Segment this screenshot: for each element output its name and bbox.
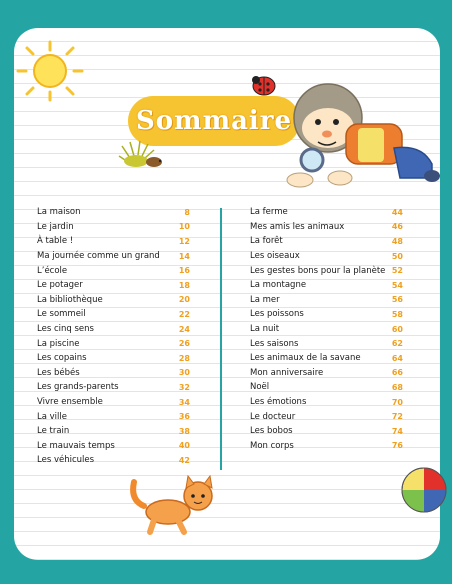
toc-entry-label: Le docteur xyxy=(250,411,296,422)
toc-entry-label: Le train xyxy=(37,426,70,437)
toc-entry-page: 48 xyxy=(391,236,403,246)
toc-entry-page: 14 xyxy=(178,251,190,261)
toc-entry-page: 34 xyxy=(178,397,190,407)
toc-entry[interactable] xyxy=(250,322,403,337)
toc-entry-label: La montagne xyxy=(250,280,307,291)
toc-entry-label: Les grands-parents xyxy=(37,382,119,393)
title-banner xyxy=(128,96,300,146)
toc-entry-label: Le jardin xyxy=(37,221,74,232)
toc-entry[interactable] xyxy=(37,336,190,351)
toc-entry-label: Le potager xyxy=(37,280,83,291)
toc-entry-page: 72 xyxy=(391,412,403,422)
toc-entry[interactable] xyxy=(250,293,403,308)
toc-entry-page: 16 xyxy=(178,266,190,276)
toc-entry[interactable] xyxy=(37,366,190,381)
toc-entry-page: 18 xyxy=(178,280,190,290)
toc-entry-page: 60 xyxy=(391,324,403,334)
toc-entry[interactable] xyxy=(250,351,403,366)
toc-entry-page: 36 xyxy=(178,412,190,422)
toc-entry[interactable] xyxy=(37,307,190,322)
toc-entry-label: La mer xyxy=(250,294,280,305)
toc-entry[interactable] xyxy=(37,322,190,337)
toc-entry[interactable] xyxy=(37,249,190,264)
toc-entry-label: La ville xyxy=(37,411,67,422)
toc-entry-page: 52 xyxy=(391,266,403,276)
toc-entry-label: L’école xyxy=(37,265,68,276)
toc-entry[interactable] xyxy=(37,293,190,308)
cat-icon xyxy=(128,470,224,538)
toc-entry-label: Les véhicules xyxy=(37,455,95,466)
toc-entry-label: La ferme xyxy=(250,207,288,218)
toc-entry-label: La bibliothèque xyxy=(37,294,103,305)
toc-entry-label: Noël xyxy=(250,382,270,393)
toc-entry[interactable] xyxy=(250,307,403,322)
toc-entry-page: 58 xyxy=(391,309,403,319)
toc-entry-page: 76 xyxy=(391,441,403,451)
toc-entry-page: 70 xyxy=(391,397,403,407)
page-title: Sommaire xyxy=(135,106,293,136)
toc-entry-page: 28 xyxy=(178,353,190,363)
ball-icon xyxy=(398,462,450,520)
toc-entry[interactable] xyxy=(250,336,403,351)
column-divider xyxy=(220,208,222,470)
boy-character-illustration xyxy=(282,78,442,196)
toc-entry[interactable] xyxy=(37,439,190,454)
toc-entry-page: 62 xyxy=(391,339,403,349)
toc-entry[interactable] xyxy=(250,380,403,395)
toc-entry-page: 24 xyxy=(178,324,190,334)
toc-entry-label: La piscine xyxy=(37,338,80,349)
toc-entry-page: 64 xyxy=(391,353,403,363)
toc-entry-label: Mon anniversaire xyxy=(250,367,324,378)
toc-entry-label: Les émotions xyxy=(250,397,307,408)
toc-entry[interactable] xyxy=(37,205,190,220)
toc-entry-page: 12 xyxy=(178,236,190,246)
toc-entry-label: Les bébés xyxy=(37,367,80,378)
toc-entry[interactable] xyxy=(250,205,403,220)
toc-entry-page: 40 xyxy=(178,441,190,451)
toc-entry[interactable] xyxy=(250,409,403,424)
toc-entry-label: Le sommeil xyxy=(37,309,86,320)
toc-entry-label: La nuit xyxy=(250,324,280,335)
toc-entry-page: 26 xyxy=(178,339,190,349)
sun-icon xyxy=(12,38,88,104)
toc-entry-label: Les animaux de la savane xyxy=(250,353,361,364)
toc-entry-page: 32 xyxy=(178,382,190,392)
toc-left-column xyxy=(37,205,190,468)
toc-entry[interactable] xyxy=(250,249,403,264)
toc-entry-label: Mon corps xyxy=(250,440,294,451)
toc-entry[interactable] xyxy=(37,424,190,439)
toc-entry-label: Les bobos xyxy=(250,426,293,437)
toc-entry[interactable] xyxy=(250,424,403,439)
toc-entry-page: 66 xyxy=(391,368,403,378)
toc-entry-label: La forêt xyxy=(250,236,283,247)
toc-entry-page: 46 xyxy=(391,222,403,232)
toc-entry[interactable] xyxy=(37,220,190,235)
toc-entry-label: Les saisons xyxy=(250,338,299,349)
toc-entry-page: 22 xyxy=(178,309,190,319)
toc-entry-page: 54 xyxy=(391,280,403,290)
toc-entry[interactable] xyxy=(37,453,190,468)
toc-entry[interactable] xyxy=(250,439,403,454)
toc-entry[interactable] xyxy=(250,263,403,278)
toc-entry-label: Vivre ensemble xyxy=(37,397,103,408)
toc-entry-label: Les poissons xyxy=(250,309,304,320)
toc-entry[interactable] xyxy=(37,234,190,249)
toc-entry-page: 38 xyxy=(178,426,190,436)
toc-right-column xyxy=(250,205,403,453)
toc-entry-label: Le mauvais temps xyxy=(37,440,115,451)
toc-entry-label: Mes amis les animaux xyxy=(250,221,345,232)
toc-entry[interactable] xyxy=(37,380,190,395)
toc-entry[interactable] xyxy=(250,278,403,293)
toc-entry[interactable] xyxy=(37,409,190,424)
toc-entry-page: 44 xyxy=(391,207,403,217)
toc-entry[interactable] xyxy=(250,366,403,381)
toc-entry[interactable] xyxy=(37,278,190,293)
toc-entry-page: 20 xyxy=(178,295,190,305)
hedgehog-icon xyxy=(118,140,168,170)
toc-entry-page: 30 xyxy=(178,368,190,378)
toc-entry-label: Ma journée comme un grand xyxy=(37,251,160,262)
toc-entry-label: Les oiseaux xyxy=(250,251,300,262)
toc-entry[interactable] xyxy=(250,234,403,249)
toc-entry-page: 8 xyxy=(184,207,190,217)
toc-entry-page: 50 xyxy=(391,251,403,261)
toc-entry[interactable] xyxy=(37,395,190,410)
toc-entry[interactable] xyxy=(250,395,403,410)
toc-entry[interactable] xyxy=(37,263,190,278)
toc-entry-label: Les gestes bons pour la planète xyxy=(250,265,386,276)
toc-entry-label: La maison xyxy=(37,207,81,218)
toc-entry-page: 68 xyxy=(391,382,403,392)
toc-entry-label: Les cinq sens xyxy=(37,324,94,335)
toc-entry-page: 56 xyxy=(391,295,403,305)
toc-entry-label: Les copains xyxy=(37,353,87,364)
toc-entry[interactable] xyxy=(250,220,403,235)
toc-entry-page: 10 xyxy=(178,222,190,232)
toc-entry-page: 74 xyxy=(391,426,403,436)
toc-entry-label: À table ! xyxy=(37,236,74,247)
toc-entry[interactable] xyxy=(37,351,190,366)
toc-entry-page: 42 xyxy=(178,455,190,465)
